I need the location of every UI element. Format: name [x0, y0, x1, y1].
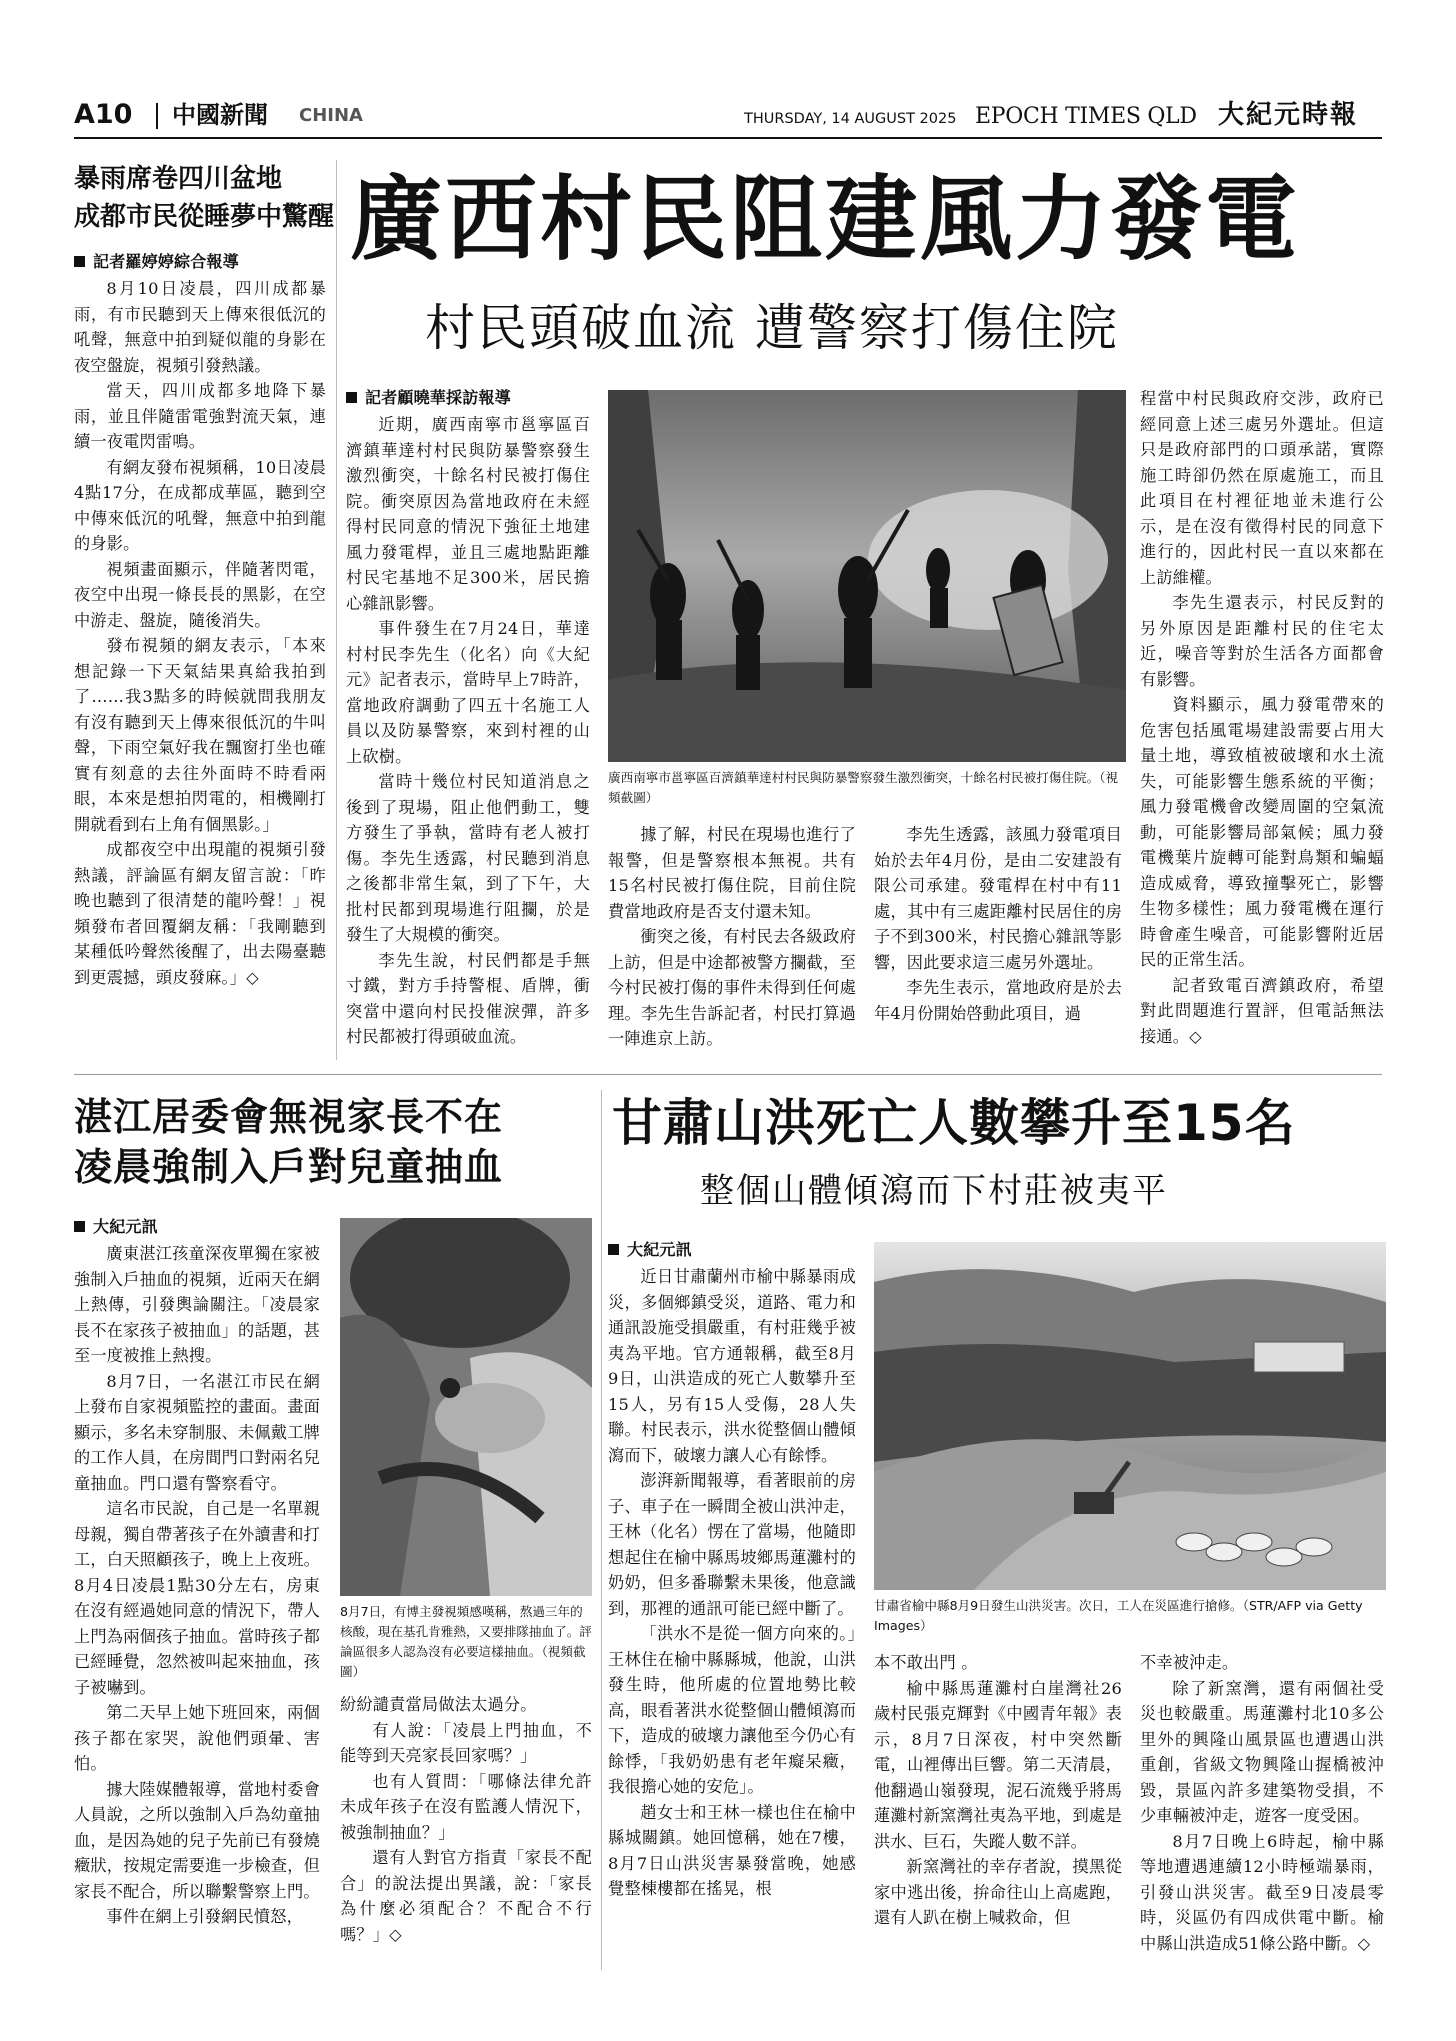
- paragraph: 也有人質問：「哪條法律允許未成年孩子在沒有監護人情況下，被強制抽血？」: [340, 1771, 592, 1842]
- header-rule: [74, 137, 1382, 139]
- column-divider: [601, 1090, 602, 1970]
- gansu-photo-caption: 甘肅省榆中縣8月9日發生山洪災害。次日，工人在災區進行搶修。（STR/AFP via Getty Images）: [874, 1598, 1363, 1633]
- paragraph: 還有人對官方指責「家長不配合」的說法提出異議，說：「家長為什麼必須配合？不配合不行嗎？」◇: [340, 1848, 592, 1944]
- zhanjiang-photo-caption: 8月7日，有博主發視頻感嘆稱，熬過三年的核酸，現在基孔肯雅熱，又要排隊抽血了。評論區很多人認為沒有必要這樣抽血。（視頻截圖）: [340, 1604, 592, 1679]
- publication-name-en: EPOCH TIMES QLD: [975, 104, 1197, 129]
- paragraph: 有人說：「凌晨上門抽血，不能等到天亮家長回家嗎？」: [340, 1720, 592, 1765]
- paragraph: 李先生說，村民們都是手無寸鐵，對方手持警棍、盾牌，衝突當中還向村民投催淚彈，許多村民都被打得頭破血流。: [346, 950, 590, 1046]
- paragraph: 這名市民說，自己是一名單親母親，獨自帶著孩子在外讀書和打工，白天照顧孩子，晚上上夜班。8月4日凌晨1點30分左右，房東在沒有經過她同意的情況下，帶人上門為兩個孩子抽血。當時孩子都已經睡覺，忽然被叫起來抽血，孩子被嚇到。: [74, 1499, 320, 1697]
- paragraph: 不幸被沖走。: [1140, 1653, 1239, 1672]
- guangxi-clash-photo: [608, 390, 1126, 762]
- section-rule: [74, 1074, 1382, 1075]
- paragraph: 據大陸媒體報導，當地村委會人員說，之所以強制入戶為幼童抽血，是因為她的兒子先前已有發燒癥狀，按規定需要進一步檢查，但家長不配合，所以聯繫警察上門。: [74, 1779, 320, 1901]
- paragraph: 第二天早上她下班回來，兩個孩子都在家哭，說他們頭暈、害怕。: [74, 1703, 320, 1773]
- issue-date: THURSDAY, 14 AUGUST 2025: [744, 111, 957, 127]
- paragraph: 「洪水不是從一個方向來的。」王林住在榆中縣縣城，他說，山洪發生時，他所處的位置地勢比較高，眼看著洪水從整個山體傾瀉而下，造成的破壞力讓他至今仍心有餘悸，「我奶奶患有老年癡呆癥，我很擔心她的安危」。: [608, 1624, 856, 1796]
- paragraph: 本不敢出門 。: [874, 1653, 978, 1672]
- paragraph: 事件發生在7月24日，華達村村民李先生（化名）向《大紀元》記者表示，當時早上7時許，當地政府調動了四五十名施工人員以及防暴警察，來到村裡的山上砍樹。: [346, 619, 590, 766]
- zhanjiang-headline: [74, 1092, 594, 1192]
- zhanjiang-blood-draw-photo: [340, 1218, 592, 1596]
- paragraph: 除了新窯灣，還有兩個社受災也較嚴重。馬蓮灘村北10多公里外的興隆山風景區也遭遇山洪重創，省級文物興隆山握橋被沖毀，景區內許多建築物受損，不少車輛被沖走，遊客一度受困。: [1140, 1678, 1384, 1825]
- paragraph: 事件在網上引發網民憤怒，: [106, 1907, 304, 1926]
- paragraph: 李先生還表示，村民反對的另外原因是距離村民的住宅太近，噪音等對於生活各方面都會有影響。: [1140, 593, 1384, 689]
- guangxi-col1: [346, 386, 590, 1050]
- section-title-zh: 中國新聞: [172, 101, 268, 129]
- photo-child-blood-draw: [340, 1218, 592, 1596]
- zhanjiang-byline: 大紀元訊: [74, 1215, 320, 1239]
- guangxi-subheadline: 村民頭破血流 遭警察打傷住院: [425, 299, 1119, 357]
- paragraph: 新窯灣社的幸存者說，摸黑從家中逃出後，拚命往山上高處跑，還有人趴在樹上喊救命，但: [874, 1857, 1122, 1927]
- zhanjiang-headline-line1: 湛江居委會無視家長不在: [74, 1095, 504, 1139]
- paragraph: 趙女士和王林一樣也住在榆中縣城關鎮。她回憶稱，她在7樓，8月7日山洪災害暴發當晚，她感覺整棟樓都在搖晃，根: [608, 1802, 856, 1898]
- guangxi-headline: 廣西村民阻建風力發電: [350, 165, 1301, 273]
- paragraph: 榆中縣馬蓮灘村白崖灣社26歲村民張克輝對《中國青年報》表示，8月7日深夜，村中突然斷電，山裡傳出巨響。第二天清晨，他翻過山嶺發現，泥石流幾乎將馬蓮灘村新窯灣社夷為平地，到處是洪水、巨石，失蹤人數不詳。: [874, 1678, 1122, 1851]
- gansu-headline: 甘肅山洪死亡人數攀升至15名: [612, 1094, 1296, 1152]
- publication-name-zh: 大紀元時報: [1218, 100, 1359, 130]
- paragraph: 8月7日，一名湛江市民在網上發布自家視頻監控的畫面。畫面顯示，多名未穿制服、未佩戴工牌的工作人員，在房間門口對兩名兒童抽血。門口還有警察看守。: [74, 1371, 320, 1493]
- paragraph: 李先生透露，該風力發電項目始於去年4月份，是由二安建設有限公司承建。發電桿在村中有11處，其中有三處距離村民居住的房子不到300米，村民擔心雜訊等影響，因此要求這三處另外選址。: [874, 825, 1122, 972]
- column-divider: [336, 160, 337, 1060]
- paragraph: 廣東湛江孩童深夜單獨在家被強制入戶抽血的視頻，近兩天在網上熱傳，引發輿論關注。「凌晨家長不在家孩子被抽血」的話題，甚至一度被推上熱搜。: [74, 1244, 320, 1365]
- guangxi-photo-caption: 廣西南寧市邕寧區百濟鎮華達村村民與防暴警察發生激烈衝突，十餘名村民被打傷住院。（視頻截圖）: [608, 770, 1119, 805]
- gansu-flood-photo: [874, 1242, 1386, 1590]
- zhanjiang-col2: [340, 1692, 592, 1947]
- paragraph: 資料顯示，風力發電帶來的危害包括風電場建設需要占用大量土地，導致植被破壞和水土流失，可能影響生態系統的平衡；風力發電機會改變周圍的空氣流動，可能影響局部氣候；風力發電機葉片旋轉可能對鳥類和蝙蝠造成威脅，導致撞擊死亡，影響生物多樣性；風力發電機在運行時會產生噪音，可能影響附近居民的正常生活。: [1140, 695, 1384, 969]
- gansu-col2: [874, 1650, 1122, 1931]
- paragraph: 成都夜空中出現龍的視頻引發熱議，評論區有網友留言說：「昨晚也聽到了很清楚的龍吟聲！」視頻發布者回覆網友稱：「我剛聽到某種低吟聲然後醒了，出去陽臺聽到更震撼，頭皮發麻。」◇: [74, 840, 326, 987]
- zhanjiang-headline-line2: 凌晨強制入戶對兒童抽血: [74, 1145, 504, 1189]
- paragraph: 視頻畫面顯示，伴隨著閃電，夜空中出現一條長長的黑影，在空中游走、盤旋，隨後消失。: [74, 559, 326, 630]
- header-divider: [156, 103, 158, 129]
- zhanjiang-col1: [74, 1215, 320, 1930]
- paragraph: 據了解，村民在現場也進行了報警，但是警察根本無視。共有15名村民被打傷住院，目前住院費當地政府是否支付還未知。: [608, 825, 856, 921]
- paragraph: 近日甘肅蘭州市榆中縣暴雨成災，多個鄉鎮受災，道路、電力和通訊設施受損嚴重，有村莊幾乎被夷為平地。官方通報稱，截至8月9日，山洪造成的死亡人數攀升至15人，另有15人受傷，28人失聯。村民表示，洪水從整個山體傾瀉而下，破壞力讓人心有餘悸。: [608, 1267, 856, 1465]
- page-number: A10: [74, 99, 133, 130]
- sichuan-byline: 記者羅婷婷綜合報導: [74, 250, 326, 274]
- paragraph: 發布視頻的網友表示，「本來想記錄一下天氣結果真給我拍到了……我3點多的時候就問我朋友有沒有聽到天上傳來很低沉的牛叫聲，下雨空氣好我在飄窗打坐也確實有刻意的去往外面時不時看兩眼，本來是想拍閃電的，相機剛打開就看到右上角有個黑影。」: [74, 636, 326, 834]
- photo-flood-aftermath: [874, 1242, 1386, 1590]
- paragraph: 當天，四川成都多地降下暴雨，並且伴隨雷電強對流天氣，連續一夜電閃雷鳴。: [74, 381, 326, 451]
- guangxi-col3: [874, 822, 1122, 1026]
- paragraph: 當時十幾位村民知道消息之後到了現場，阻止他們動工，雙方發生了爭執，當時有老人被打傷。李先生透露，村民聽到消息之後都非常生氣，到了下午，大批村民都到現場進行阻攔，於是發生了大規模的衝突。: [346, 772, 590, 944]
- guangxi-col2: [608, 822, 856, 1052]
- paragraph: 李先生表示，當地政府是於去年4月份開始啓動此項目，過: [874, 978, 1122, 1023]
- paragraph: 程當中村民與政府交涉，政府已經同意上述三處另外選址。但這只是政府部門的口頭承諾，實際施工時卻仍然在原處施工，而且此項目在村裡征地並未進行公示，是在沒有徵得村民的同意下進行的，因此村民一直以來都在上訪維權。: [1140, 389, 1384, 587]
- paragraph: 有網友發布視頻稱，10日凌晨4點17分，在成都成華區，聽到空中傳來低沉的吼聲，無意中拍到龍的身影。: [74, 457, 326, 553]
- paragraph: 記者致電百濟鎮政府，希望對此問題進行置評，但電話無法接通。◇: [1140, 975, 1384, 1046]
- gansu-byline: 大紀元訊: [608, 1238, 856, 1262]
- sichuan-article: [74, 250, 326, 990]
- paragraph: 近期，廣西南寧市邕寧區百濟鎮華達村村民與防暴警察發生激烈衝突，十餘名村民被打傷住院。衝突原因為當地政府在未經得村民同意的情況下強征土地建風力發電桿，並且三處地點距離村民宅基地不足300米，居民擔心雜訊影響。: [346, 415, 590, 613]
- photo-riot-police-clash: [608, 390, 1126, 762]
- section-title-en: CHINA: [299, 105, 363, 126]
- paragraph: 紛紛譴責當局做法太過分。: [340, 1695, 537, 1714]
- paragraph: 8月10日凌晨，四川成都暴雨，有市民聽到天上傳來很低沉的吼聲，無意中拍到疑似龍的身影在夜空盤旋，視頻引發熱議。: [74, 279, 326, 375]
- guangxi-byline: 記者顧曉華採訪報導: [346, 386, 590, 410]
- gansu-subheadline: 整個山體傾瀉而下村莊被夷平: [700, 1171, 1168, 1211]
- gansu-col3: [1140, 1650, 1384, 1956]
- paragraph: 衝突之後，有村民去各級政府上訪，但是中途都被警方攔截，至今村民被打傷的事件未得到任何處理。李先生告訴記者，村民打算過一陣進京上訪。: [608, 927, 856, 1048]
- paragraph: 澎湃新聞報導，看著眼前的房子、車子在一瞬間全被山洪沖走，王林（化名）愣在了當場，他隨即想起住在榆中縣馬坡鄉馬蓮灘村的奶奶，但多番聯繫未果後，他意識到，那裡的通訊可能已經中斷了。: [608, 1471, 856, 1618]
- gansu-col1: [608, 1238, 856, 1902]
- sichuan-headline-line2: 成都市民從睡夢中驚醒: [74, 202, 335, 232]
- paragraph: 8月7日晚上6時起，榆中縣等地遭遇連續12小時極端暴雨，引發山洪災害。截至9日凌晨零時，災區仍有四成供電中斷。榆中縣山洪造成51條公路中斷。◇: [1140, 1831, 1384, 1953]
- sichuan-headline: [74, 160, 334, 236]
- guangxi-col4: [1140, 386, 1384, 1049]
- sichuan-headline-line1: 暴雨席卷四川盆地: [74, 164, 283, 194]
